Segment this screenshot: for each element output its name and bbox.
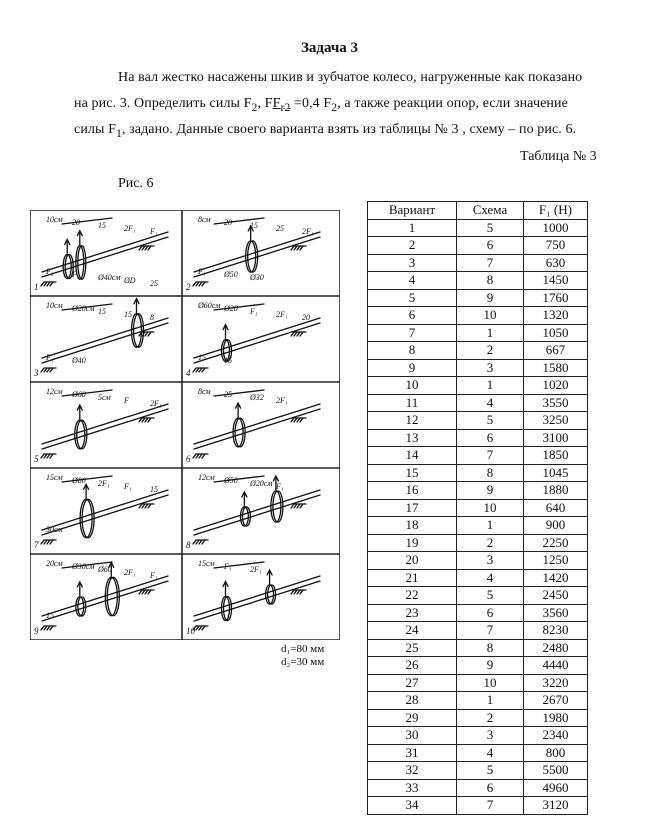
scheme-label: 2F₁ — [302, 227, 314, 236]
paragraph-text: , F — [257, 96, 273, 111]
scheme-cell: 9 — [457, 482, 524, 500]
variant-cell: 33 — [368, 779, 457, 797]
scheme-cell: 3 — [457, 727, 524, 745]
disk — [266, 585, 274, 604]
paragraph-text: =0,4 F — [290, 96, 332, 111]
table-row — [368, 639, 588, 657]
scheme-label: F₁ — [250, 307, 258, 316]
scheme-number: 10 — [186, 626, 195, 636]
force-cell: 1045 — [523, 464, 587, 482]
force-cell: 1580 — [523, 359, 587, 377]
scheme-cell: 7 — [457, 254, 524, 272]
disk-rim — [78, 597, 86, 616]
table-row — [368, 307, 588, 325]
scheme-cell: 6 — [457, 604, 524, 622]
scheme-label: 15 — [46, 611, 54, 620]
scheme-label: 2F₁ — [98, 479, 110, 488]
table-row — [368, 657, 588, 675]
force-cell: 1760 — [523, 289, 587, 307]
shaft-line — [194, 576, 320, 616]
scheme-label: 8 — [150, 313, 154, 322]
variant-cell: 6 — [368, 307, 457, 325]
variant-cell: 16 — [368, 482, 457, 500]
variant-cell: 7 — [368, 324, 457, 342]
disk — [240, 507, 248, 526]
variant-cell: 27 — [368, 674, 457, 692]
force-cell: 4440 — [523, 657, 587, 675]
variant-cell: 20 — [368, 552, 457, 570]
shaft-line — [194, 237, 320, 277]
table-row — [368, 394, 588, 412]
paragraph-text: , а также реакции опор, если значение — [337, 96, 568, 111]
support-hatch — [41, 454, 44, 458]
support-hatch — [41, 282, 44, 286]
support-hatch — [41, 540, 44, 544]
scheme-label: 2F₁ — [276, 396, 288, 405]
variant-cell: 13 — [368, 429, 457, 447]
scheme-cell: 8 — [457, 464, 524, 482]
scheme-label: 15 — [124, 310, 132, 319]
header-variant: Вариант — [368, 202, 457, 220]
scheme-label: 2F₁ — [276, 310, 288, 319]
force-cell: 4960 — [523, 779, 587, 797]
scheme-cell: 5 — [457, 762, 524, 780]
scheme-label: Ø60см — [198, 301, 221, 310]
table-row — [368, 377, 588, 395]
paragraph-text: На вал жестко насажены шкив и зубчатое колесо, нагруженные как показано — [118, 70, 583, 85]
variant-cell: 9 — [368, 359, 457, 377]
table-row — [368, 342, 588, 360]
scheme-number: 2 — [186, 282, 191, 292]
scheme-cell: 5 — [457, 587, 524, 605]
scheme-label: F₁ — [150, 227, 158, 236]
support-hatch — [41, 368, 44, 372]
variant-cell: 10 — [368, 377, 457, 395]
disk-rim — [268, 585, 276, 604]
scheme-cell: 1 — [457, 324, 524, 342]
scheme-label: F₁ — [150, 571, 158, 580]
scheme-label: 25 — [150, 279, 158, 288]
scheme-cell: 8 — [457, 272, 524, 290]
scheme-cell: 2 — [457, 534, 524, 552]
scheme-label: F₁ — [224, 562, 232, 571]
variant-cell: 3 — [368, 254, 457, 272]
table-row — [368, 552, 588, 570]
paragraph-text: на рис. 3. Определить силы F — [74, 96, 252, 111]
variant-cell: 32 — [368, 762, 457, 780]
scheme-label: 20 — [72, 218, 80, 227]
force-cell: 640 — [523, 499, 587, 517]
force-cell: 1450 — [523, 272, 587, 290]
shaft-line — [42, 490, 168, 530]
variant-cell: 8 — [368, 342, 457, 360]
scheme-cell: 1 — [457, 517, 524, 535]
scheme-label: 15 — [198, 353, 206, 362]
shaft-line — [194, 490, 320, 530]
scheme-label: Ø60 — [98, 565, 112, 574]
scheme-number: 1 — [34, 282, 39, 292]
shaft-line — [194, 404, 320, 444]
force-cell: 1420 — [523, 569, 587, 587]
scheme-label: Ø20 — [224, 304, 238, 313]
support-hatch — [193, 282, 196, 286]
shaft-line — [194, 318, 320, 358]
paragraph-line-2: на рис. 3. Определить силы $F_2$, $FF_{r2} =0,4$ $F_2$, а также реакции опор, если значение — [74, 96, 568, 114]
variant-cell: 4 — [368, 272, 457, 290]
scheme-label: 20см — [46, 559, 63, 568]
table-row — [368, 762, 588, 780]
scheme-cell: 1 — [457, 692, 524, 710]
shaft-line — [194, 581, 320, 621]
scheme-label: 15 — [150, 485, 158, 494]
variants-table — [367, 201, 588, 815]
shaft-line — [42, 318, 168, 358]
force-cell: 2450 — [523, 587, 587, 605]
scheme-label: Ø30см — [72, 562, 95, 571]
variant-cell: 26 — [368, 657, 457, 675]
table-row — [368, 534, 588, 552]
scheme-cell: 4 — [457, 569, 524, 587]
variant-cell: 31 — [368, 744, 457, 762]
variant-cell: 22 — [368, 587, 457, 605]
variant-cell: 21 — [368, 569, 457, 587]
paragraph-text: силы F — [74, 122, 116, 137]
force-cell: 3120 — [523, 797, 587, 815]
scheme-cell: 4 — [457, 394, 524, 412]
table-row — [368, 447, 588, 465]
shaft-line — [42, 404, 168, 444]
force-cell: 3560 — [523, 604, 587, 622]
variant-cell: 1 — [368, 219, 457, 237]
scheme-label: Ø60 — [72, 390, 86, 399]
variant-cell: 24 — [368, 622, 457, 640]
support-hatch — [41, 626, 44, 630]
scheme-cell: 10 — [457, 674, 524, 692]
d1-note: d₁=80 мм — [281, 643, 325, 655]
shaft-line — [194, 323, 320, 363]
force-cell: 667 — [523, 342, 587, 360]
force-cell: 2480 — [523, 639, 587, 657]
scheme-label: 10см — [46, 215, 63, 224]
force-cell: 1250 — [523, 552, 587, 570]
scheme-label: 15 — [250, 221, 258, 230]
scheme-cell: 3 — [457, 359, 524, 377]
shaft-line — [194, 409, 320, 449]
scheme-label: F₂ — [46, 267, 54, 276]
force-cell: 630 — [523, 254, 587, 272]
scheme-label: 8см — [198, 215, 211, 224]
scheme-label: ØD — [124, 276, 136, 285]
force-cell: 2670 — [523, 692, 587, 710]
force-cell: 900 — [523, 517, 587, 535]
scheme-label: F₂ — [72, 270, 80, 279]
force-cell: 5500 — [523, 762, 587, 780]
scheme-label: Ø40см — [98, 273, 121, 282]
figure-caption: Рис. 6 — [118, 176, 154, 191]
force-cell: 3250 — [523, 412, 587, 430]
table-row — [368, 289, 588, 307]
scheme-cell: 8 — [457, 639, 524, 657]
scheme-label: Ø32 — [250, 393, 264, 402]
table-row — [368, 779, 588, 797]
table-row — [368, 219, 588, 237]
table-row — [368, 359, 588, 377]
task-title: Задача 3 — [300, 40, 359, 56]
scheme-label: Ø50 — [224, 270, 238, 279]
table-row — [368, 622, 588, 640]
shaft-line — [42, 237, 168, 277]
variant-cell: 17 — [368, 499, 457, 517]
table-row — [368, 517, 588, 535]
scheme-label: 20 — [224, 218, 232, 227]
scheme-cell: 7 — [457, 622, 524, 640]
variant-cell: 2 — [368, 237, 457, 255]
scheme-label: Ø20см — [250, 479, 273, 488]
table-row — [368, 237, 588, 255]
table-row — [368, 604, 588, 622]
scheme-cell: 7 — [457, 797, 524, 815]
force-cell: 1020 — [523, 377, 587, 395]
force-cell: 1980 — [523, 709, 587, 727]
scheme-cell: 10 — [457, 307, 524, 325]
disk — [222, 597, 230, 621]
shaft-line — [194, 495, 320, 535]
scheme-label: F₁ — [198, 267, 206, 276]
scheme-cell: 9 — [457, 289, 524, 307]
disk-rim — [224, 597, 232, 621]
scheme-label: 15 — [98, 307, 106, 316]
scheme-label: 15см — [198, 559, 215, 568]
scheme-number: 9 — [34, 626, 39, 636]
scheme-number: 8 — [186, 540, 191, 550]
variant-cell: 11 — [368, 394, 457, 412]
table-row — [368, 569, 588, 587]
table-row — [368, 587, 588, 605]
scheme-cell: 6 — [457, 779, 524, 797]
force-cell: 1000 — [523, 219, 587, 237]
variant-cell: 30 — [368, 727, 457, 745]
disk — [63, 255, 71, 279]
scheme-number: 7 — [34, 540, 39, 550]
disk — [76, 597, 84, 616]
force-cell: 2250 — [523, 534, 587, 552]
force-cell: 2340 — [523, 727, 587, 745]
shaft-line — [42, 409, 168, 449]
paragraph-line-3: силы $F_1$, задано. Данные своего варианта взять из таблицы № 3 , схему – по рис. 6. — [74, 122, 577, 140]
variant-cell: 14 — [368, 447, 457, 465]
table-caption: Таблица № 3 — [520, 149, 597, 164]
force-cell: 1880 — [523, 482, 587, 500]
scheme-label: 2F₁ — [150, 399, 162, 408]
variant-cell: 25 — [368, 639, 457, 657]
table-row — [368, 324, 588, 342]
table-row — [368, 709, 588, 727]
variant-cell: 5 — [368, 289, 457, 307]
force-cell: 1050 — [523, 324, 587, 342]
shaft-line — [42, 232, 168, 272]
scheme-cell: 6 — [457, 237, 524, 255]
scheme-label: 30см — [46, 525, 63, 534]
variant-cell: 19 — [368, 534, 457, 552]
table-row — [368, 674, 588, 692]
variant-cell: 15 — [368, 464, 457, 482]
scheme-cell: 2 — [457, 342, 524, 360]
support-hatch — [193, 540, 196, 544]
scheme-number: 5 — [34, 454, 39, 464]
scheme-cell: 10 — [457, 499, 524, 517]
force-cell: 750 — [523, 237, 587, 255]
scheme-cell: 4 — [457, 744, 524, 762]
scheme-label: 2F₁ — [124, 224, 136, 233]
variant-cell: 29 — [368, 709, 457, 727]
disk-rim — [242, 507, 250, 526]
d2-note: d₂=30 мм — [281, 656, 325, 668]
table-header-row — [368, 202, 588, 220]
scheme-cell: 7 — [457, 447, 524, 465]
scheme-cell: 5 — [457, 412, 524, 430]
scheme-label: 2F₁ — [250, 565, 262, 574]
table-row — [368, 499, 588, 517]
table-row — [368, 482, 588, 500]
table-row — [368, 254, 588, 272]
table-row — [368, 727, 588, 745]
table-row — [368, 272, 588, 290]
variant-cell: 28 — [368, 692, 457, 710]
table-row — [368, 464, 588, 482]
force-cell: 3100 — [523, 429, 587, 447]
support-hatch — [193, 368, 196, 372]
scheme-cell: 6 — [457, 429, 524, 447]
force-cell: 3220 — [523, 674, 587, 692]
scheme-label: F — [124, 396, 129, 405]
paragraph-line-1 — [118, 70, 582, 86]
shaft-line — [42, 323, 168, 363]
scheme-label: F₁ — [276, 482, 284, 491]
scheme-cell: 1 — [457, 377, 524, 395]
scheme-label: 5см — [98, 393, 111, 402]
scheme-number: 4 — [186, 368, 191, 378]
variant-cell: 23 — [368, 604, 457, 622]
scheme-label: Ø20см — [72, 304, 95, 313]
table-row — [368, 797, 588, 815]
scheme-label: 15 — [98, 221, 106, 230]
header-force: F₁ (H) — [523, 202, 587, 220]
scheme-label: 12см — [198, 473, 215, 482]
scheme-label: 25 — [276, 224, 284, 233]
table-row — [368, 412, 588, 430]
table-row — [368, 692, 588, 710]
variant-cell: 34 — [368, 797, 457, 815]
scheme-label: 20 — [302, 313, 310, 322]
scheme-label: F₁ — [46, 353, 54, 362]
scheme-label: 8см — [198, 387, 211, 396]
scheme-label: Ø50 — [224, 476, 238, 485]
force-cell: 3550 — [523, 394, 587, 412]
shaft-schemes-figure — [30, 210, 340, 640]
scheme-cell: 5 — [457, 219, 524, 237]
scheme-label: 12см — [46, 387, 63, 396]
scheme-cell: 3 — [457, 552, 524, 570]
force-cell: 800 — [523, 744, 587, 762]
force-cell: 1850 — [523, 447, 587, 465]
header-scheme: Схема — [457, 202, 524, 220]
scheme-label: Ø80 — [72, 476, 86, 485]
scheme-label: 15см — [46, 473, 63, 482]
scheme-label: 25 — [224, 390, 232, 399]
force-cell: 8230 — [523, 622, 587, 640]
scheme-label: 15 — [224, 356, 232, 365]
variant-cell: 12 — [368, 412, 457, 430]
scheme-label: Ø30 — [250, 273, 264, 282]
table-row — [368, 744, 588, 762]
scheme-number: 6 — [186, 454, 191, 464]
scheme-cell: 9 — [457, 657, 524, 675]
scheme-label: 2F₁ — [124, 568, 136, 577]
support-hatch — [193, 454, 196, 458]
table-row — [368, 429, 588, 447]
scheme-label: Ø40 — [72, 356, 86, 365]
variant-cell: 18 — [368, 517, 457, 535]
force-cell: 1320 — [523, 307, 587, 325]
scheme-label: 10см — [46, 301, 63, 310]
paragraph-text: , задано. Данные своего варианта взять из таблицы № 3 , схему – по рис. 6. — [121, 122, 577, 137]
scheme-cell: 2 — [457, 709, 524, 727]
scheme-label: F₁ — [124, 482, 132, 491]
scheme-number: 3 — [34, 368, 39, 378]
